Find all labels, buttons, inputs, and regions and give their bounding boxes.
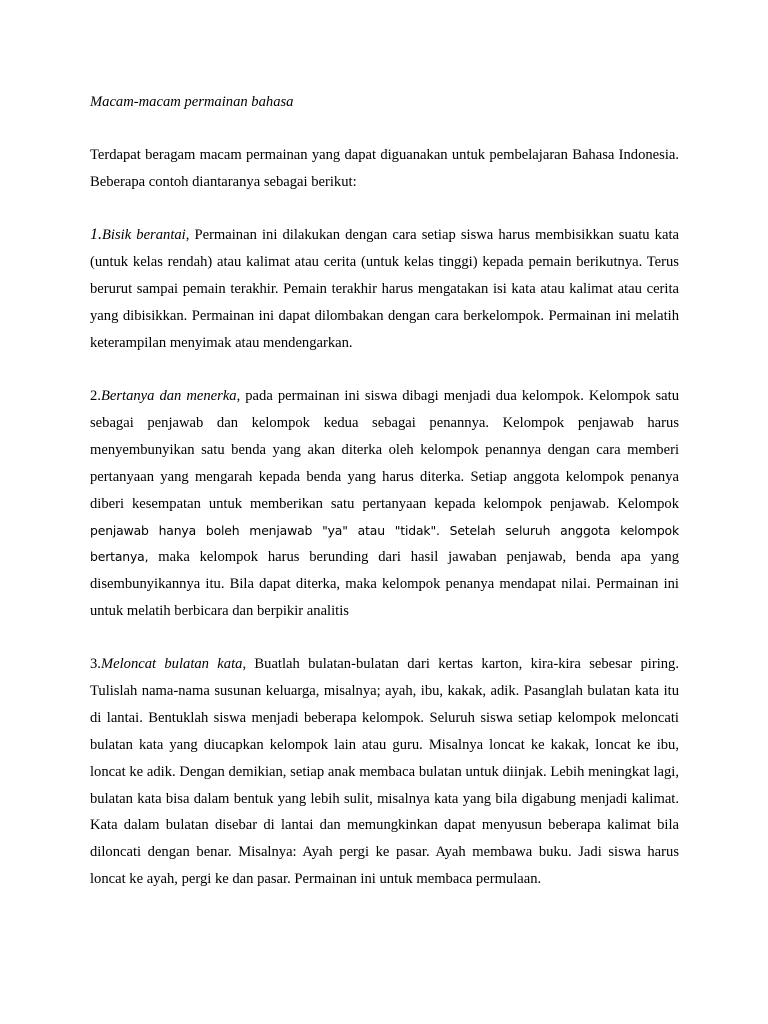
item-text-2a: , pada permainan ini siswa dibagi menjadi dua kelompok. Kelompok satu sebagai penjawab dan kelompok kedua sebagai penannya. Kelompok penjawab harus menyembunyikan satu benda yang akan diterka oleh kelompok penannya dengan cara memberi pertanyaan yang mengarah kepada benda yang harus diterka. Setiap anggota kelompok penanya diberi kesempatan untuk memberikan satu pertanyaan kepada kelompok penjawab. Kelompok <box>90 388 679 512</box>
item-paragraph-3 <box>90 651 679 893</box>
item-paragraph-2 <box>90 383 679 625</box>
item-number-2: 2. <box>90 388 101 404</box>
item-text-2c: maka kelompok harus berunding dari hasil jawaban penjawab, benda apa yang disembunyikannya itu. Bila dapat diterka, maka kelompok penanya mendapat nilai. Permainan ini untuk melatih berbicara dan berpikir analitis <box>90 549 679 620</box>
item-text-3: , Buatlah bulatan-bulatan dari kertas karton, kira-kira sebesar piring. Tulislah nama-nama susunan keluarga, misalnya; ayah, ibu, kakak, adik. Pasanglah bulatan kata itu di lantai. Bentuklah siswa menjadi beberapa kelompok. Seluruh siswa setiap kelompok meloncati bulatan kata yang diucapkan kelompok lain atau guru. Misalnya loncat ke kakak, loncat ke ibu, loncat ke adik. Dengan demikian, setiap anak membaca bulatan untuk diinjak. Lebih meningkat lagi, bulatan kata bisa dalam bentuk yang lebih sulit, misalnya kata yang bila digabung menjadi kalimat. Kata dalam bulatan disebar di lantai dan memungkinkan dapat menyusun beberapa kalimat bila diloncati dengan benar. Misalnya: Ayah pergi ke pasar. Ayah membawa buku. Jadi siswa harus loncat ke ayah, pergi ke dan pasar. Permainan ini untuk membaca permulaan. <box>90 656 679 888</box>
item-paragraph-1 <box>90 222 679 357</box>
intro-paragraph: Terdapat beragam macam permainan yang dapat diguanakan untuk pembelajaran Bahasa Indonesia. Beberapa contoh diantaranya sebagai berikut: <box>90 147 679 190</box>
item-number-3: 3. <box>90 656 101 672</box>
item-name-2: Bertanya dan menerka <box>100 388 237 404</box>
item-text-1: , Permainan ini dilakukan dengan cara setiap siswa harus membisikkan suatu kata (untuk kelas rendah) atau kalimat atau cerita (untuk kelas tinggi) kepada pemain berikutnya. Terus berurut sampai pemain terakhir. Pemain terakhir harus mengatakan isi kata atau kalimat atau cerita yang dibisikkan. Permainan ini dapat dilombakan dengan cara berkelompok. Permainan ini melatih keterampilan menyimak atau mendengarkan. <box>90 227 679 351</box>
item-text-2b: penjawab hanya boleh menjawab "ya" atau "tidak". Setelah seluruh anggota kelompok bertanya, <box>90 522 679 565</box>
item-name-3: Meloncat bulatan kata <box>100 656 243 672</box>
document-title: Macam-macam permainan bahasa <box>90 94 294 110</box>
item-name-1: Bisik berantai <box>102 227 186 243</box>
item-number-1: 1. <box>90 226 102 243</box>
